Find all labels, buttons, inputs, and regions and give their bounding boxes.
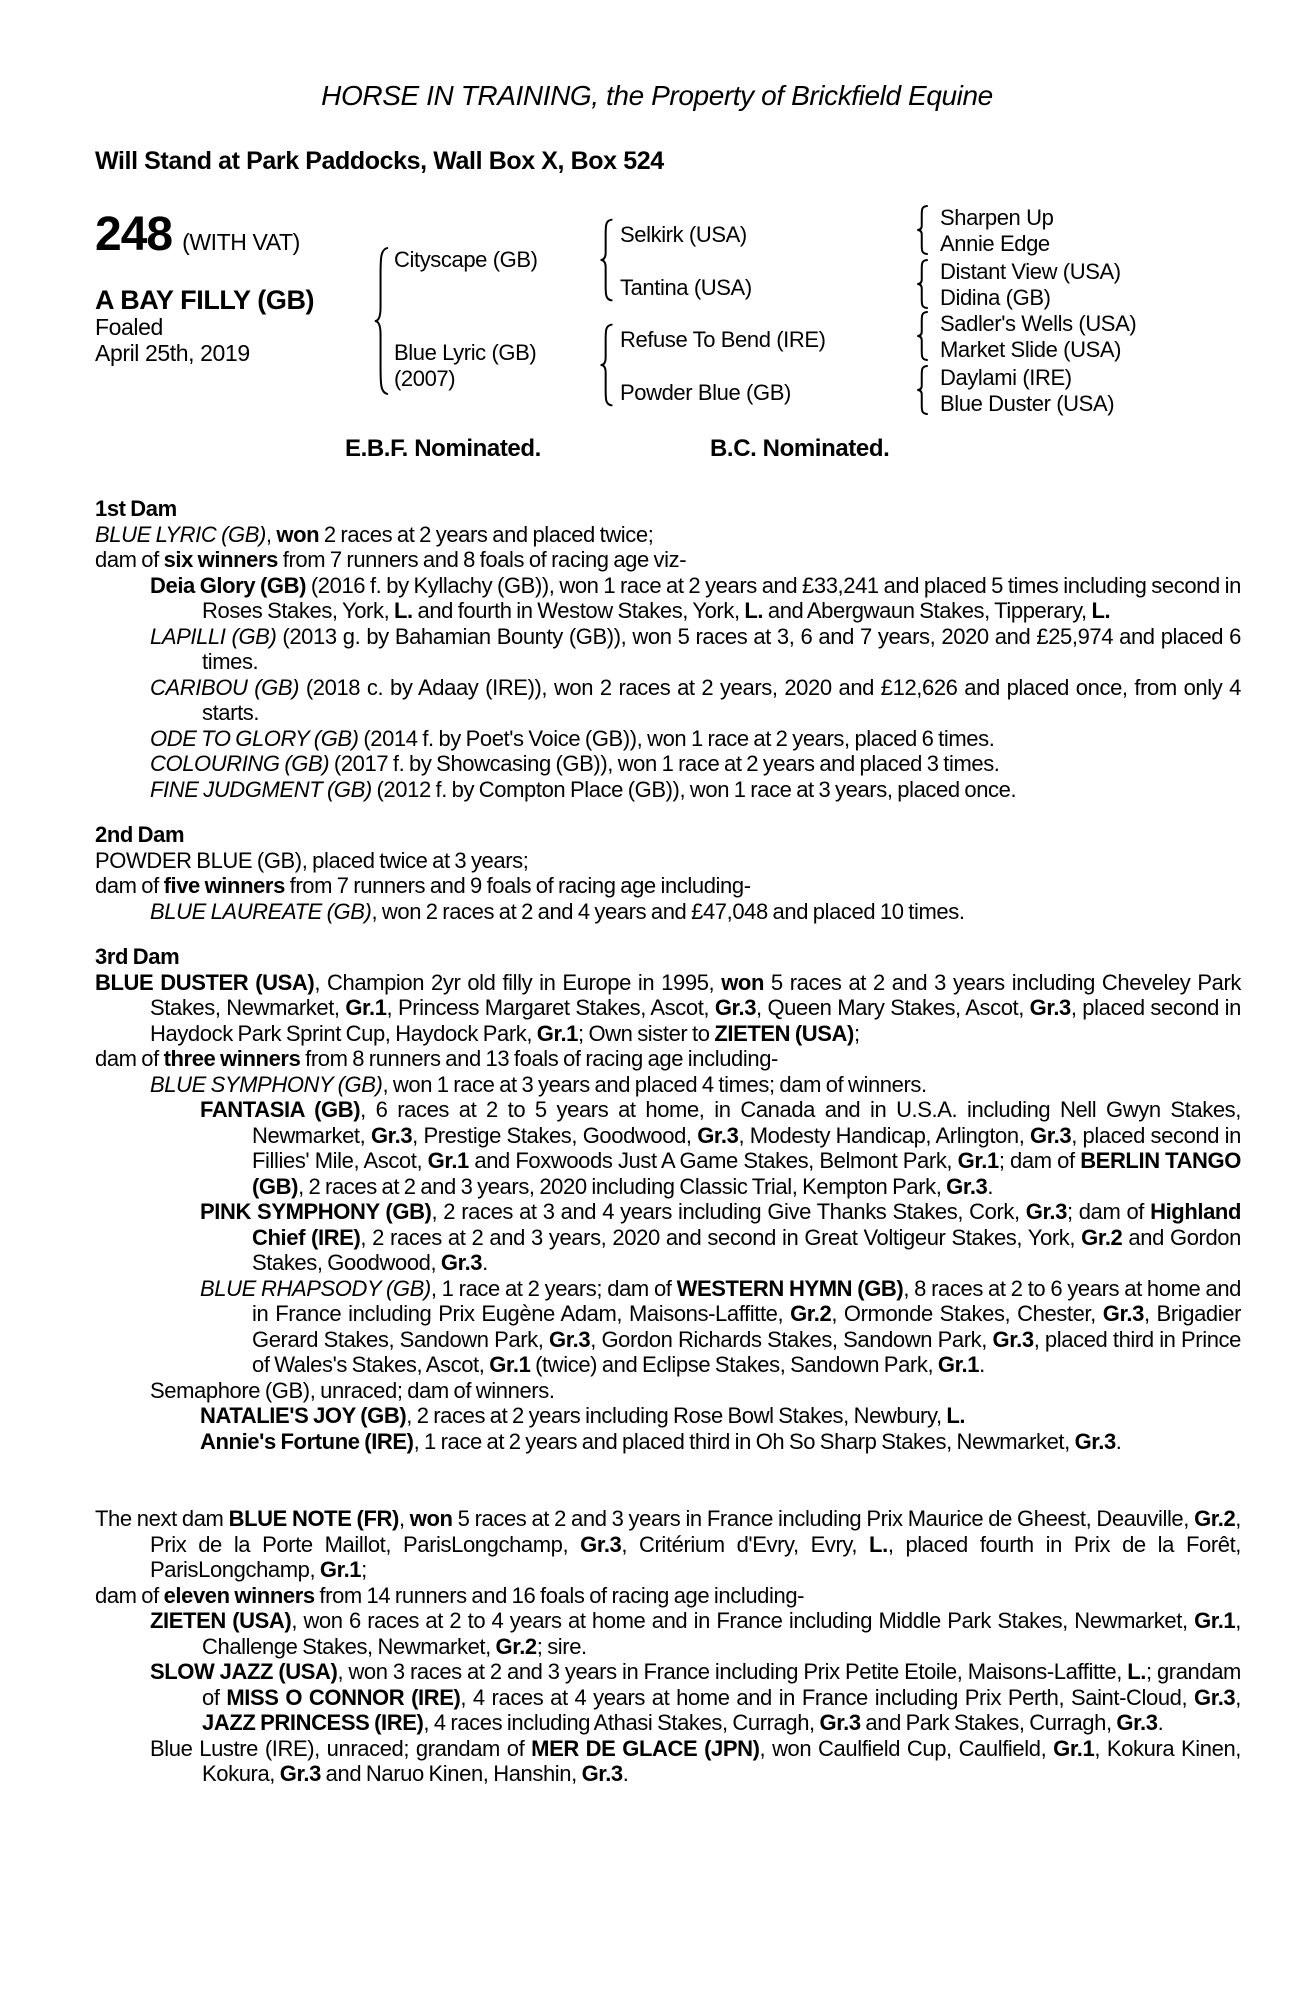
text-run: Gr.2 bbox=[1194, 1506, 1236, 1531]
text-run: Gr.1 bbox=[427, 1148, 469, 1173]
dam-name bbox=[394, 340, 536, 392]
text-run: , Princess Margaret Stakes, Ascot, bbox=[386, 995, 715, 1020]
text-run: . bbox=[1115, 1428, 1122, 1454]
dam-year: (2007) bbox=[394, 366, 456, 391]
foaled-label: Foaled bbox=[95, 314, 163, 340]
text-run: MISS O CONNOR (IRE) bbox=[226, 1684, 461, 1710]
text-run: 5 races at 2 and 3 years including Cheveley Park Stakes, Newmarket, bbox=[150, 969, 1241, 1020]
brace-icon bbox=[915, 205, 930, 255]
horse-name: A BAY FILLY (GB) bbox=[95, 285, 315, 315]
brace-icon bbox=[372, 245, 391, 397]
sire-name: Cityscape (GB) bbox=[394, 247, 538, 272]
dam-name-line: Blue Lyric (GB) bbox=[394, 340, 537, 365]
text-run: , won 6 races at 2 to 4 years at home and in France including Middle Park Stakes, Newmarket, bbox=[291, 1608, 1195, 1633]
text-run: and fourth in Westow Stakes, York, bbox=[412, 598, 745, 623]
text-run: POWDER BLUE (GB), placed twice at 3 years; bbox=[95, 847, 529, 873]
pedigree-paragraph bbox=[95, 522, 1241, 548]
pedigree-paragraph bbox=[95, 1072, 1241, 1098]
brace-icon bbox=[598, 218, 615, 302]
pedigree-paragraph bbox=[95, 1403, 1241, 1429]
text-run: Gr.1 bbox=[937, 1352, 980, 1377]
text-run: L. bbox=[869, 1531, 888, 1557]
text-run: and Park Stakes, Curragh, bbox=[860, 1710, 1117, 1735]
text-run: Gr.1 bbox=[536, 1020, 579, 1046]
pedigree-paragraph bbox=[95, 1378, 1241, 1404]
text-run: , 2 races at 3 and 4 years including Give Thanks Stakes, Cork, bbox=[431, 1199, 1026, 1224]
pedigree-paragraph bbox=[95, 1199, 1241, 1276]
ggp-name: Market Slide (USA) bbox=[940, 337, 1122, 362]
pedigree-paragraph bbox=[95, 1276, 1241, 1378]
section-heading: 1st Dam bbox=[95, 496, 177, 521]
pedigree-table bbox=[95, 205, 1241, 467]
text-run: . bbox=[482, 1250, 488, 1275]
text-run: , Champion 2yr old filly in Europe in 1995, bbox=[314, 969, 722, 995]
dam-section bbox=[95, 944, 1241, 1454]
text-run: , Ormonde Stakes, Chester, bbox=[831, 1301, 1103, 1326]
text-run: L. bbox=[1091, 598, 1111, 623]
text-run: ZIETEN (USA) bbox=[714, 1020, 854, 1046]
sire-sire-parents bbox=[940, 205, 1053, 257]
ggp-name: Blue Duster (USA) bbox=[940, 391, 1115, 416]
text-run: FANTASIA (GB) bbox=[200, 1097, 361, 1122]
pedigree-paragraph bbox=[95, 777, 1241, 803]
text-run: Gr.2 bbox=[1081, 1224, 1123, 1250]
text-run: Gr.3 bbox=[1025, 1199, 1067, 1224]
pedigree-paragraph bbox=[95, 675, 1241, 726]
text-run: Gr.3 bbox=[1030, 1122, 1072, 1148]
text-run: , bbox=[265, 521, 277, 547]
text-run: , Prestige Stakes, Goodwood, bbox=[412, 1122, 698, 1148]
text-run: JAZZ PRINCESS (IRE) bbox=[202, 1710, 424, 1735]
text-run: won bbox=[721, 969, 764, 995]
text-run: Gr.3 bbox=[1074, 1428, 1116, 1454]
dam-sire-name: Refuse To Bend (IRE) bbox=[620, 327, 826, 352]
text-run: Blue Lustre (IRE), unraced; grandam of bbox=[150, 1735, 532, 1761]
text-run: ZIETEN (USA) bbox=[150, 1608, 292, 1633]
text-run: (2018 c. by Adaay (IRE)), won 2 races at 2 years, 2020 and £12,626 and placed once, from only 4 starts. bbox=[202, 674, 1241, 725]
page-title: HORSE IN TRAINING, the Property of Brickfield Equine bbox=[321, 80, 993, 111]
text-run: Gr.3 bbox=[819, 1710, 861, 1735]
text-run: dam of bbox=[95, 1582, 164, 1608]
text-run: , 2 races at 2 years including Rose Bowl Stakes, Newbury, bbox=[406, 1403, 947, 1428]
text-run: Gr.3 bbox=[1116, 1710, 1158, 1735]
text-run: , 2 races at 2 and 3 years, 2020 including Classic Trial, Kempton Park, bbox=[298, 1173, 947, 1199]
text-run: FINE JUDGMENT (GB) bbox=[150, 776, 372, 802]
dam-section bbox=[95, 822, 1241, 924]
text-run: , bbox=[1235, 1684, 1241, 1710]
text-run: Gr.3 bbox=[549, 1326, 591, 1352]
text-run: ; grandam of bbox=[202, 1659, 1241, 1710]
text-run: Gr.1 bbox=[345, 995, 387, 1020]
text-run: ; Own sister to bbox=[578, 1020, 715, 1046]
text-run: SLOW JAZZ (USA) bbox=[150, 1659, 338, 1684]
text-run: , Prix de la Porte Maillot, ParisLongchamp, bbox=[150, 1506, 1242, 1557]
pedigree-paragraph bbox=[95, 899, 1241, 925]
text-run: . bbox=[979, 1352, 985, 1377]
text-run: BLUE NOTE (FR) bbox=[228, 1506, 399, 1531]
lot-row bbox=[95, 207, 300, 262]
text-run: Gr.3 bbox=[440, 1250, 483, 1275]
text-run: BLUE SYMPHONY (GB) bbox=[150, 1071, 383, 1097]
ebf-nomination: E.B.F. Nominated. bbox=[345, 435, 541, 462]
dam-dam-parents bbox=[940, 365, 1114, 417]
text-run: , placed second in Haydock Park Sprint Cup, Haydock Park, bbox=[150, 995, 1241, 1046]
text-run: dam of bbox=[95, 873, 164, 898]
text-run: , placed third in Prince of Wales's Stakes, Ascot, bbox=[252, 1326, 1241, 1377]
text-run: Gr.3 bbox=[714, 995, 757, 1020]
text-run: , placed fourth in Prix de la Forêt, ParisLongchamp, bbox=[150, 1531, 1241, 1582]
text-run: LAPILLI (GB) bbox=[150, 623, 277, 649]
text-run: Semaphore (GB), unraced; dam of winners. bbox=[150, 1377, 555, 1403]
ggp-name: Daylami (IRE) bbox=[940, 365, 1072, 390]
text-run: . bbox=[622, 1761, 629, 1786]
text-run: , Queen Mary Stakes, Ascot, bbox=[756, 995, 1030, 1020]
text-run: and Gordon Stakes, Goodwood, bbox=[252, 1224, 1241, 1275]
text-run: and Naruo Kinen, Hanshin, bbox=[320, 1761, 582, 1786]
pedigree-paragraph bbox=[95, 1659, 1241, 1736]
text-run: CARIBOU (GB) bbox=[150, 674, 300, 700]
text-run: L. bbox=[744, 598, 764, 623]
text-run: dam of bbox=[95, 1046, 164, 1071]
stand-location-line: Will Stand at Park Paddocks, Wall Box X, Box 524 bbox=[95, 147, 664, 175]
text-run: Gr.3 bbox=[370, 1122, 413, 1148]
text-run: ; bbox=[853, 1020, 860, 1046]
ggp-name: Annie Edge bbox=[940, 231, 1050, 256]
text-run: WESTERN HYMN (GB) bbox=[676, 1275, 904, 1301]
text-run: . bbox=[1157, 1710, 1164, 1735]
text-run: 2 races at 2 years and placed twice; bbox=[319, 521, 654, 547]
text-run: Gr.1 bbox=[319, 1557, 362, 1582]
pedigree-paragraph bbox=[95, 848, 1241, 874]
dam-section bbox=[95, 496, 1241, 802]
brace-icon bbox=[915, 259, 930, 309]
text-run: PINK SYMPHONY (GB) bbox=[200, 1199, 432, 1224]
text-run: Gr.1 bbox=[957, 1148, 999, 1173]
text-run: (2012 f. by Compton Place (GB)), won 1 race at 3 years, placed once. bbox=[371, 776, 1017, 802]
text-run: Gr.3 bbox=[580, 1531, 622, 1557]
text-run: , Critérium d'Evry, Evry, bbox=[621, 1531, 870, 1557]
text-run: , won 1 race at 3 years and placed 4 times; dam of winners. bbox=[382, 1071, 927, 1097]
text-run: ; dam of bbox=[1066, 1199, 1151, 1224]
text-run: , won 2 races at 2 and 4 years and £47,048 and placed 10 times. bbox=[371, 898, 965, 924]
text-run: (2016 f. by Kyllachy (GB)), won 1 race at 2 years and £33,241 and placed 5 times including second in Roses Stakes, York, bbox=[202, 572, 1241, 623]
ggp-name: Sharpen Up bbox=[940, 205, 1054, 230]
bc-nomination: B.C. Nominated. bbox=[710, 435, 890, 462]
text-run: (2014 f. by Poet's Voice (GB)), won 1 race at 2 years, placed 6 times. bbox=[358, 725, 995, 751]
text-run: Gr.3 bbox=[1029, 995, 1071, 1020]
pedigree-paragraph bbox=[95, 726, 1241, 752]
sire-dam-parents bbox=[940, 259, 1121, 311]
lot-number: 248 bbox=[95, 208, 173, 261]
pedigree-paragraph bbox=[95, 1583, 1241, 1609]
text-run: , 1 race at 2 years and placed third in Oh So Sharp Stakes, Newmarket, bbox=[413, 1428, 1075, 1454]
pedigree-paragraph bbox=[95, 547, 1241, 573]
sire-dam-name: Tantina (USA) bbox=[620, 275, 752, 300]
text-run: , 8 races at 2 to 6 years at home and in France including Prix Eugène Adam, Maisons-Laffitte, bbox=[252, 1275, 1241, 1326]
section-heading: 3rd Dam bbox=[95, 944, 180, 969]
text-run: Gr.2 bbox=[495, 1633, 537, 1659]
text-run: , placed second in Fillies' Mile, Ascot, bbox=[252, 1122, 1241, 1173]
pedigree-paragraph bbox=[95, 1046, 1241, 1072]
text-run: , won Caulfield Cup, Caulfield, bbox=[759, 1735, 1054, 1761]
text-run: from 14 runners and 16 foals of racing age including- bbox=[314, 1582, 805, 1608]
text-run: COLOURING (GB) bbox=[150, 751, 330, 776]
text-run: L. bbox=[1127, 1659, 1146, 1684]
text-run: 5 races at 2 and 3 years in France including Prix Maurice de Gheest, Deauville, bbox=[452, 1506, 1195, 1531]
text-run: ; bbox=[361, 1557, 367, 1582]
ggp-name: Distant View (USA) bbox=[940, 259, 1121, 284]
lot-vat-note: (WITH VAT) bbox=[182, 229, 300, 255]
text-run: , Kokura Kinen, Kokura, bbox=[202, 1735, 1241, 1786]
sire-sire-name: Selkirk (USA) bbox=[620, 222, 747, 247]
text-run: BLUE DUSTER (USA) bbox=[95, 969, 315, 995]
text-run: Gr.3 bbox=[946, 1173, 988, 1199]
text-run: MER DE GLACE (JPN) bbox=[531, 1735, 760, 1761]
text-run: , Brigadier Gerard Stakes, Sandown Park, bbox=[252, 1301, 1242, 1352]
section-heading: 2nd Dam bbox=[95, 822, 185, 847]
text-run: from 7 runners and 9 foals of racing age including- bbox=[284, 873, 751, 898]
text-run: ; dam of bbox=[998, 1148, 1081, 1173]
text-run: Gr.3 bbox=[1102, 1301, 1144, 1326]
dam-section bbox=[95, 1506, 1241, 1787]
text-run: Annie's Fortune (IRE) bbox=[200, 1428, 414, 1454]
text-run: L. bbox=[394, 598, 413, 623]
text-run: , 4 races at 4 years at home and in France including Prix Perth, Saint-Cloud, bbox=[460, 1684, 1195, 1710]
pedigree-paragraph bbox=[95, 573, 1241, 624]
text-run: (2017 f. by Showcasing (GB)), won 1 race at 2 years and placed 3 times. bbox=[329, 751, 1000, 776]
pedigree-paragraph bbox=[95, 873, 1241, 899]
pedigree-paragraph bbox=[95, 970, 1241, 1047]
text-run: Gr.3 bbox=[697, 1122, 739, 1148]
catalogue-body bbox=[95, 496, 1241, 1787]
brace-icon bbox=[915, 365, 930, 415]
brace-icon bbox=[598, 323, 615, 407]
text-run: Gr.3 bbox=[1194, 1684, 1236, 1710]
text-run: ; sire. bbox=[536, 1633, 587, 1659]
foaled-block bbox=[95, 314, 250, 366]
text-run: from 8 runners and 13 foals of racing age including- bbox=[300, 1046, 778, 1071]
text-run: Gr.1 bbox=[1053, 1735, 1095, 1761]
text-run: from 7 runners and 8 foals of racing age viz- bbox=[278, 547, 687, 572]
text-run: Gr.1 bbox=[489, 1352, 531, 1377]
pedigree-paragraph bbox=[95, 751, 1241, 777]
text-run: The next dam bbox=[95, 1506, 229, 1531]
text-run: dam of bbox=[95, 547, 164, 572]
text-run: and Foxwoods Just A Game Stakes, Belmont Park, bbox=[468, 1148, 958, 1173]
text-run: BLUE LAUREATE (GB) bbox=[150, 898, 372, 924]
pedigree-paragraph bbox=[95, 1097, 1241, 1199]
pedigree-paragraph bbox=[95, 1736, 1241, 1787]
dam-sire-parents bbox=[940, 311, 1136, 363]
pedigree-paragraph bbox=[95, 1429, 1241, 1455]
text-run: won bbox=[409, 1506, 453, 1531]
foaled-date: April 25th, 2019 bbox=[95, 340, 250, 366]
text-run: , 6 races at 2 to 5 years at home, in Canada and in U.S.A. including Nell Gwyn Stakes, Newmarket, bbox=[252, 1097, 1241, 1148]
text-run: BLUE RHAPSODY (GB) bbox=[200, 1275, 431, 1301]
text-run: Gr.3 bbox=[279, 1761, 321, 1786]
text-run: , Challenge Stakes, Newmarket, bbox=[202, 1608, 1241, 1659]
text-run: , bbox=[398, 1506, 410, 1531]
ggp-name: Sadler's Wells (USA) bbox=[940, 311, 1137, 336]
text-run: and Abergwaun Stakes, Tipperary, bbox=[763, 598, 1092, 623]
text-run: six winners bbox=[163, 547, 279, 572]
text-run: , 4 races including Athasi Stakes, Curragh, bbox=[423, 1710, 820, 1735]
text-run: NATALIE'S JOY (GB) bbox=[200, 1403, 407, 1428]
ggp-name: Didina (GB) bbox=[940, 285, 1051, 310]
text-run: , 2 races at 2 and 3 years, 2020 and second in Great Voltigeur Stakes, York, bbox=[360, 1224, 1082, 1250]
text-run: , 1 race at 2 years; dam of bbox=[430, 1275, 677, 1301]
text-run: five winners bbox=[163, 873, 285, 898]
text-run: eleven winners bbox=[163, 1582, 315, 1608]
text-run: BLUE LYRIC (GB) bbox=[95, 521, 266, 547]
text-run: , won 3 races at 2 and 3 years in France including Prix Petite Etoile, Maisons-Laffitte, bbox=[337, 1659, 1128, 1684]
text-run: won bbox=[276, 521, 320, 547]
text-run: . bbox=[987, 1173, 994, 1199]
text-run: Deia Glory (GB) bbox=[150, 572, 307, 598]
text-run: Highland Chief (IRE) bbox=[252, 1199, 1241, 1250]
pedigree-paragraph bbox=[95, 1608, 1241, 1659]
text-run: Gr.2 bbox=[790, 1301, 832, 1326]
pedigree-paragraph bbox=[95, 1506, 1241, 1583]
text-run: Gr.1 bbox=[1194, 1608, 1236, 1633]
text-run: (2013 g. by Bahamian Bounty (GB)), won 5 races at 3, 6 and 7 years, 2020 and £25,974 and placed 6 times. bbox=[202, 623, 1242, 674]
text-run: BERLIN TANGO (GB) bbox=[252, 1148, 1241, 1199]
pedigree-paragraph bbox=[95, 624, 1241, 675]
brace-icon bbox=[915, 311, 930, 361]
text-run: three winners bbox=[163, 1046, 301, 1071]
text-run: (twice) and Eclipse Stakes, Sandown Park, bbox=[530, 1352, 938, 1377]
text-run: Gr.3 bbox=[992, 1326, 1034, 1352]
dam-dam-name: Powder Blue (GB) bbox=[620, 380, 791, 405]
text-run: ODE TO GLORY (GB) bbox=[150, 725, 359, 751]
text-run: , Modesty Handicap, Arlington, bbox=[738, 1122, 1031, 1148]
text-run: Gr.3 bbox=[581, 1761, 623, 1786]
text-run: , Gordon Richards Stakes, Sandown Park, bbox=[590, 1326, 993, 1352]
text-run: L. bbox=[946, 1403, 966, 1428]
